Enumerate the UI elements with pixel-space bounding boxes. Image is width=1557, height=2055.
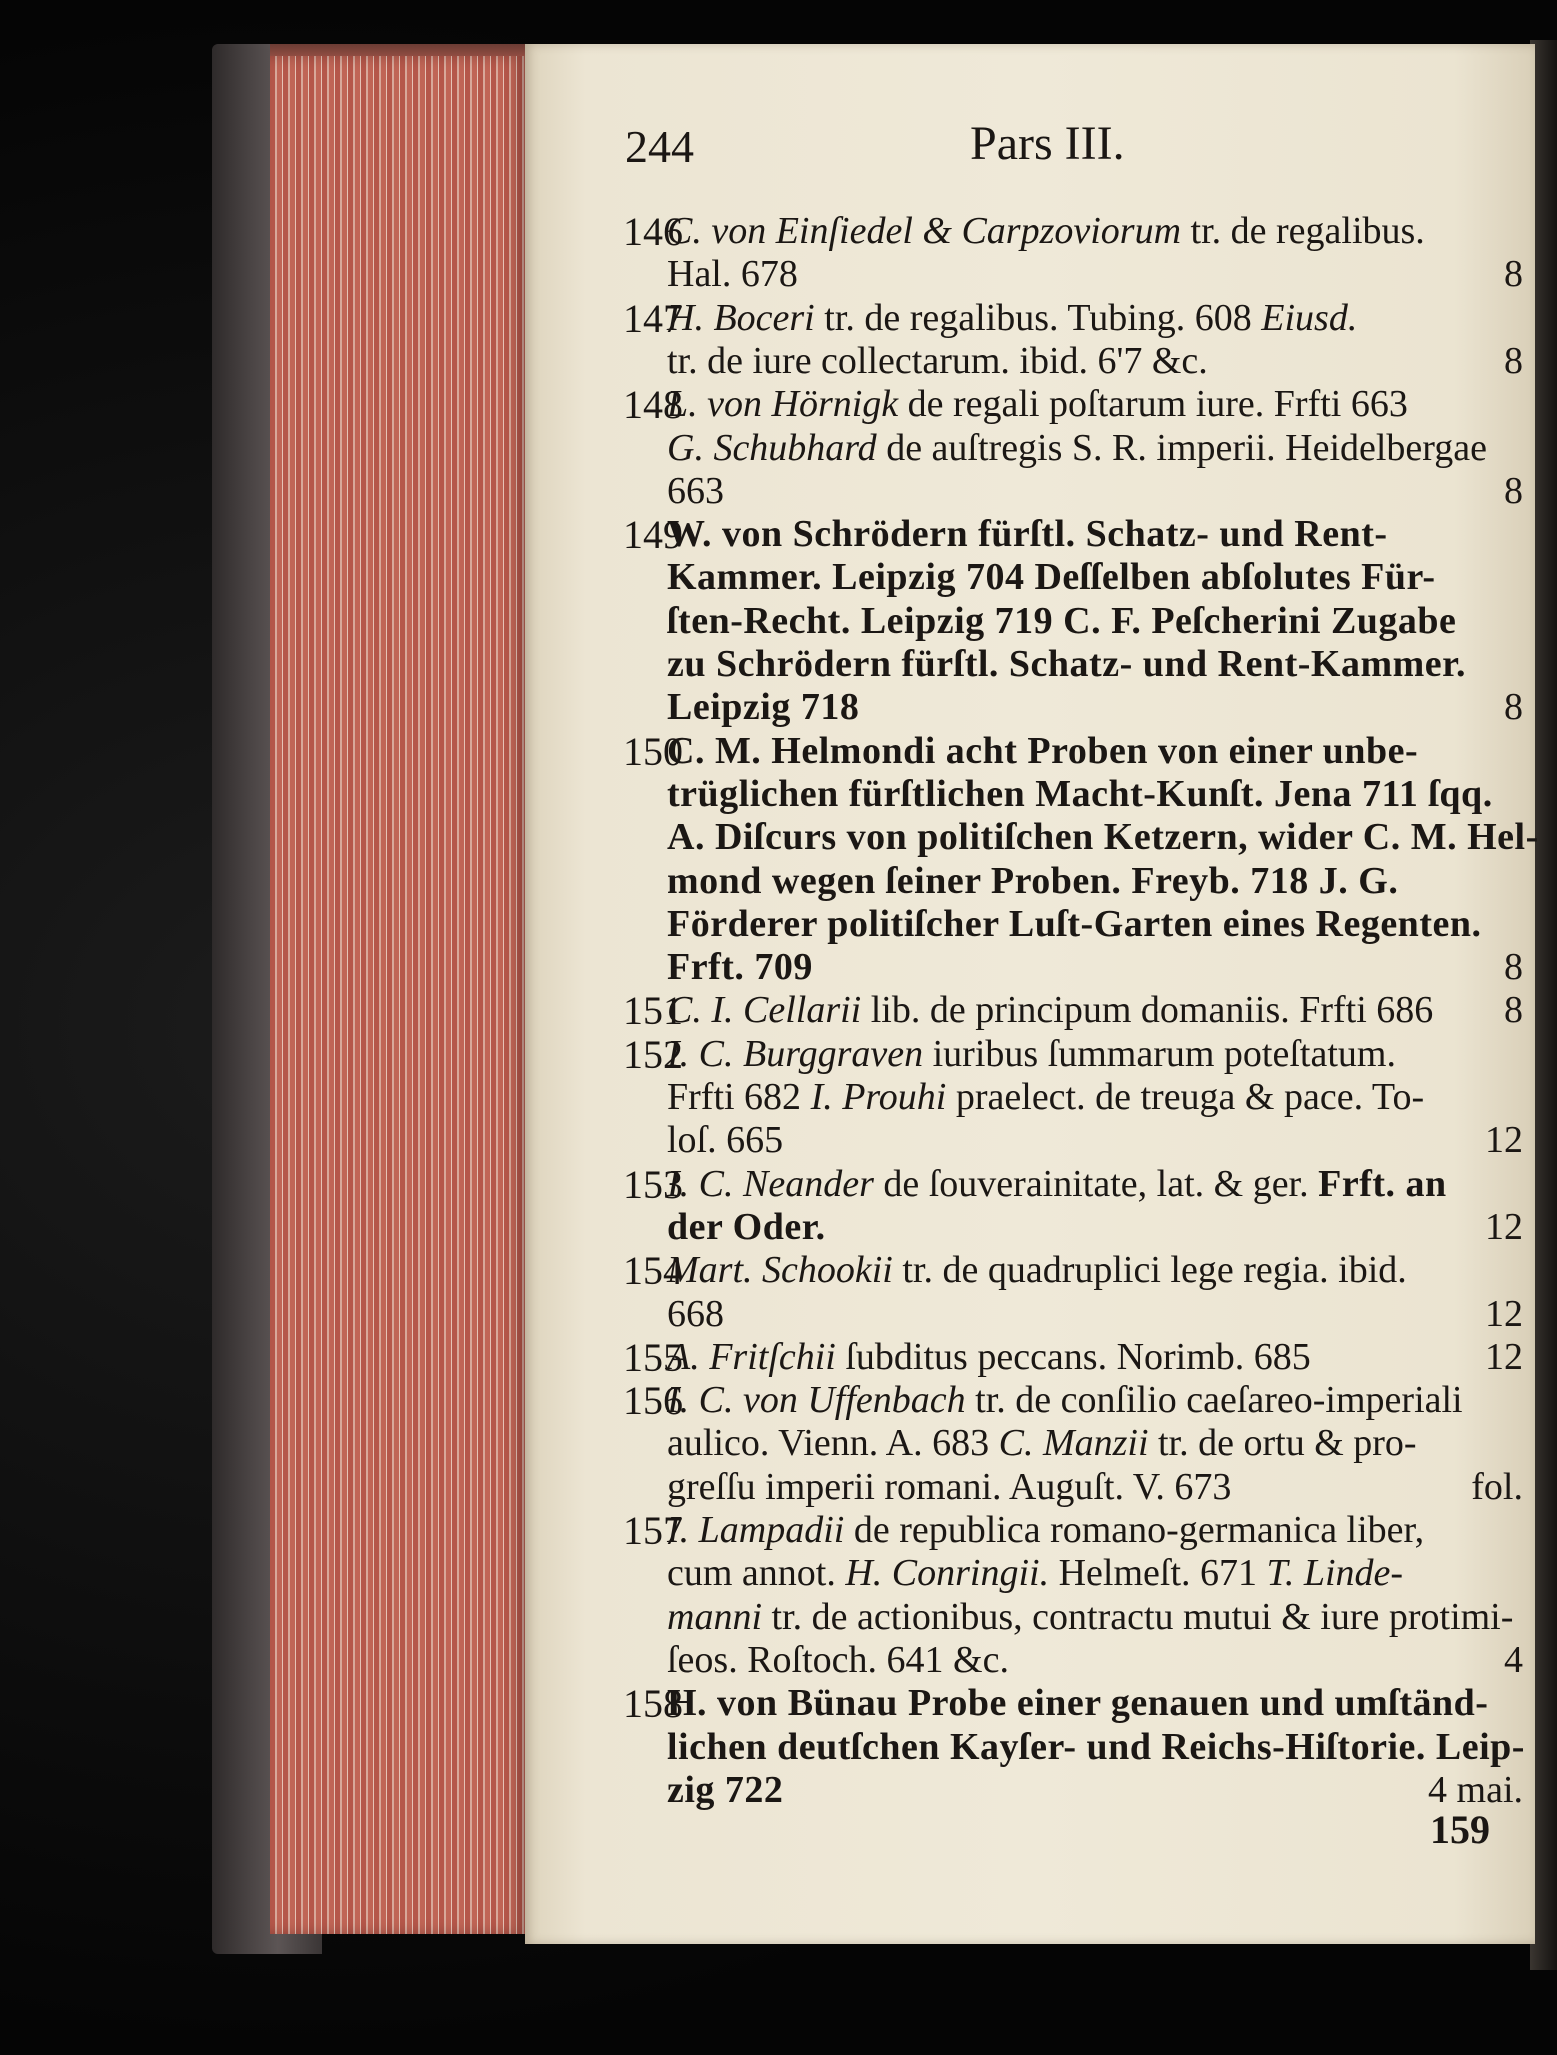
entry-text-segment: manni (667, 1595, 762, 1638)
format-size: 4 (1504, 1638, 1523, 1681)
entry-text (667, 645, 1466, 683)
entry-text-segment: lichen deutſchen Kayſer- und Reichs-Hiſtorie. Leip- (667, 1725, 1525, 1768)
entry-text-segment: A. Diſcurs von politiſchen Ketzern, wider C. M. Hel- (667, 816, 1539, 859)
entry-number: 152 (623, 1031, 683, 1077)
entry-text-segment: Mart. Schookii (667, 1249, 893, 1292)
entry-text-segment: greſſu imperii romani. Auguſt. V. 673 (667, 1465, 1232, 1508)
format-size: fol. (1471, 1465, 1523, 1508)
entry-text-segment: I. C. Neander (667, 1162, 874, 1205)
entry-text-segment: T. Linde- (1266, 1552, 1404, 1595)
entry-text-segment: de republica romano-germanica liber, (844, 1509, 1425, 1551)
entry-text (667, 212, 1425, 250)
entry-text-segment: Frft. an (1318, 1162, 1447, 1205)
entry-text-segment: der Oder. (667, 1205, 826, 1248)
format-size: 8 (1504, 989, 1523, 1032)
entry-text (667, 426, 1487, 469)
entry-text-segment: praelect. de treuga & pace. To- (946, 1076, 1425, 1118)
page-number: 244 (625, 121, 694, 172)
entry-text-segment: Frft. 709 (667, 946, 813, 989)
entry-text (667, 946, 813, 989)
entry-text-segment: W. von Schrödern fürſtl. Schatz- und Rent- (667, 513, 1388, 556)
entry-text-segment: I. C. von Uffenbach (667, 1379, 966, 1422)
entry-text (667, 1682, 1489, 1725)
entry-text-segment: Hal. 678 (667, 253, 798, 296)
entry-text-segment: cum annot. (667, 1552, 846, 1595)
entry-text (667, 296, 1358, 339)
entry-text-segment: zig 722 (667, 1768, 784, 1811)
entry-text-segment: tr. de regalibus. Tubing. 608 (814, 296, 1262, 339)
entry-number: 155 (623, 1334, 683, 1380)
page-edges (270, 56, 528, 1934)
entry-text (667, 513, 1388, 556)
entry-number: 158 (623, 1681, 683, 1727)
entry-text (667, 1511, 1424, 1549)
entry-text (667, 1638, 1009, 1681)
entry-text (667, 599, 1457, 642)
entry-number: 156 (623, 1378, 683, 1424)
entry-text-segment: C. M. Helmondi acht Proben von einer unbe- (667, 729, 1419, 772)
entry-number: 153 (623, 1161, 683, 1207)
entry-number: 148 (623, 382, 683, 428)
entry-text (667, 1205, 826, 1248)
entry-text-segment: aulico. Vienn. A. 683 (667, 1422, 999, 1465)
entry-text (667, 816, 1539, 859)
entry-text-segment: 668 (667, 1292, 724, 1335)
format-size: 8 (1504, 253, 1523, 296)
entry-text (667, 469, 724, 512)
entry-text-segment: trüglichen fürſtlichen Macht-Kunſt. Jena 711 ſqq. (667, 772, 1493, 815)
format-size: 8 (1504, 946, 1523, 989)
entry-text-segment: C. I. Cellarii (667, 989, 862, 1032)
entry-text-segment: I. Lampadii (667, 1509, 845, 1551)
entry-text (667, 339, 1208, 382)
entry-text-segment: Kammer. Leipzig 704 Deſſelben abſolutes Für- (667, 556, 1436, 599)
entry-text-segment: 663 (667, 469, 724, 512)
entry-text-segment: I. Prouhi (810, 1076, 947, 1118)
entry-text-segment: tr. de actionibus, contractu mutui & iure protimi- (762, 1595, 1514, 1638)
entry-text (667, 729, 1419, 772)
entry-text-segment: C. Manzii (998, 1422, 1149, 1465)
entry-number: 146 (623, 209, 683, 254)
entry-text (667, 1032, 1396, 1075)
entry-text-segment: loſ. 665 (667, 1119, 784, 1162)
entry-text-segment: Frfti 682 (667, 1076, 811, 1118)
entry-text-segment: tr. de quadruplici lege regia. ibid. (892, 1249, 1407, 1292)
entry-text (667, 556, 1436, 599)
entry-text (667, 1249, 1407, 1292)
entry-text-segment: Förderer politiſcher Luſt-Garten eines Regenten. (667, 902, 1482, 945)
entry-text-segment: H. Boceri (667, 296, 815, 339)
entry-text-segment: L. von Hörnigk (667, 383, 899, 426)
entry-text-segment: H. von Bünau Probe einer genauen und umſtänd- (667, 1682, 1489, 1725)
entry-number: 154 (623, 1248, 683, 1294)
entry-text-segment: I. C. Burggraven (667, 1032, 924, 1075)
entry-text-segment: de auſtregis S. R. imperii. Heidelbergae (876, 426, 1487, 469)
entry-text-segment: C. von Einſiedel & Carpzoviorum (667, 210, 1182, 252)
entry-text (667, 859, 1399, 902)
entry-text (667, 1725, 1525, 1768)
entry-text (667, 1162, 1447, 1205)
entry-text-segment: ſubditus peccans. Norimb. 685 (835, 1335, 1311, 1378)
entry-text (667, 1119, 784, 1162)
entry-text-segment: lib. de principum domaniis. Frfti 686 (861, 989, 1434, 1032)
entry-text (667, 686, 860, 729)
entry-text (667, 1335, 1311, 1378)
entry-text (667, 1552, 1404, 1595)
entry-text-segment: zu Schrödern fürſtl. Schatz- und Rent-Kammer. (667, 643, 1466, 685)
entry-text (667, 253, 798, 296)
format-size: 4 mai. (1428, 1768, 1523, 1811)
entry-text-segment: de ſouverainitate, lat. & ger. (873, 1162, 1319, 1205)
format-size: 12 (1485, 1119, 1523, 1162)
entry-text (667, 989, 1434, 1032)
entry-number: 157 (623, 1508, 683, 1553)
entry-text-segment: G. Schubhard (667, 426, 877, 469)
entry-text-segment: Leipzig 718 (667, 686, 860, 729)
format-size: 12 (1485, 1292, 1523, 1335)
format-size: 8 (1504, 686, 1523, 729)
entry-number: 149 (623, 512, 683, 558)
entry-number: 147 (623, 295, 683, 341)
entry-text (667, 1078, 1424, 1116)
entry-text (667, 1422, 1417, 1465)
entry-text-segment: A. Fritſchii (667, 1335, 836, 1378)
entry-text (667, 902, 1482, 945)
entry-text (667, 1292, 724, 1335)
entry-text-segment: ſten-Recht. Leipzig 719 C. F. Peſcherini Zugabe (667, 599, 1457, 642)
entry-text (667, 772, 1493, 815)
running-head: Pars III. (970, 117, 1125, 170)
entry-text (667, 1595, 1514, 1638)
entry-text-segment: Helmeſt. 671 (1049, 1552, 1267, 1595)
signature-mark: 159 (1430, 1807, 1490, 1852)
entry-text (667, 1379, 1463, 1422)
entry-text-segment: tr. de conſilio caeſareo-imperiali (965, 1379, 1463, 1422)
entry-text-segment: iuribus ſummarum poteſtatum. (923, 1032, 1396, 1075)
entry-text-segment: tr. de ortu & pro- (1148, 1422, 1417, 1465)
format-size: 8 (1504, 469, 1523, 512)
book-page (525, 44, 1539, 1944)
format-size: 12 (1485, 1205, 1523, 1248)
entry-text-segment: tr. de regalibus. (1181, 210, 1425, 252)
entry-number: 150 (623, 728, 683, 774)
entry-text (667, 1465, 1232, 1508)
entry-text-segment: tr. de iure collectarum. ibid. 6'7 &c. (667, 339, 1208, 382)
format-size: 8 (1504, 339, 1523, 382)
entry-text-segment: de regali poſtarum iure. Frfti 663 (898, 383, 1408, 426)
entry-text-segment: ſeos. Roſtoch. 641 &c. (667, 1638, 1009, 1681)
format-size: 12 (1485, 1335, 1523, 1378)
entry-text-segment: Eiusd. (1261, 296, 1358, 339)
entry-text (667, 1768, 784, 1811)
entry-text (667, 383, 1408, 426)
entry-number: 151 (623, 988, 683, 1034)
entry-text-segment: H. Conringii. (845, 1552, 1050, 1595)
entry-text-segment: mond wegen ſeiner Proben. Freyb. 718 J. G. (667, 859, 1399, 902)
